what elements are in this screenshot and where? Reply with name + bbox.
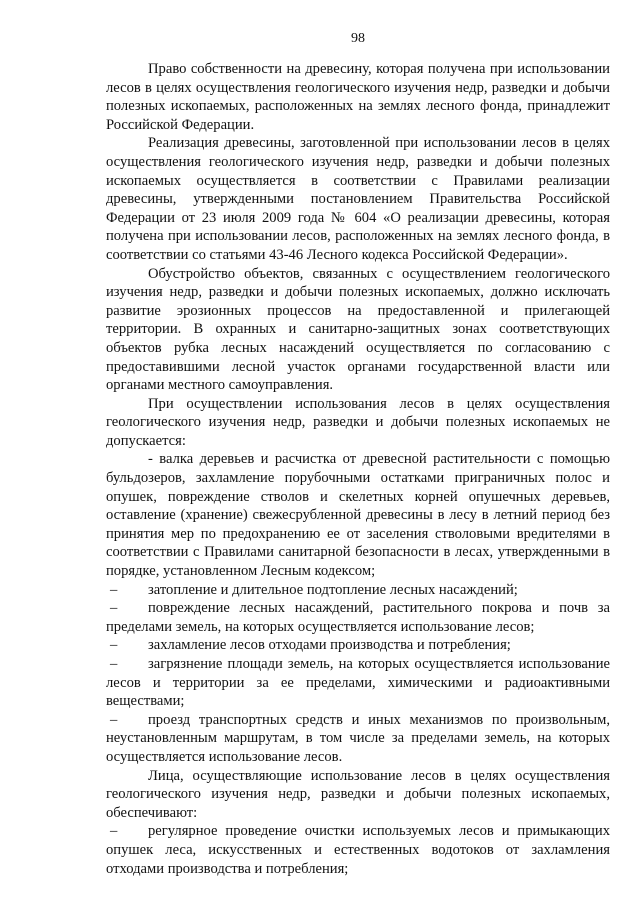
dash-marker: – (110, 823, 118, 840)
paragraph: Право собственности на древесину, которая получена при использовании лесов в целях осуществления геологического изучения недр, разведки и добычи полезных ископаемых, расположенных на землях лесного фонда, принадлежит Российской Федерации. (106, 61, 610, 133)
list-item: – затопление и длительное подтопление лесных насаждений; (106, 581, 610, 600)
paragraph: Лица, осуществляющие использование лесов в целях осуществления геологического изучения недр, разведки и добычи полезных ископаемых, обеспечивают: (106, 767, 610, 821)
list-item: – повреждение лесных насаждений, растительного покрова и почв за пределами земель, на которых осуществляется использование лесов; (106, 600, 610, 635)
paragraph: Обустройство объектов, связанных с осуществлением геологического изучения недр, разведки и добычи полезных ископаемых, должно исключать развитие эрозионных процессов на предоставленной и прилегающей территории. В охранных и санитарно-защитных зонах соответствующих объектов рубка лесных насаждений осуществляется по согласованию с предоставившими лесной участок органами государственной власти или органами местного самоуправления. (106, 265, 610, 394)
dash-marker: – (110, 711, 118, 728)
paragraph: При осуществлении использования лесов в целях осуществления геологического изучения недр, разведки и добычи полезных ископаемых не допускается: (106, 395, 610, 449)
list-item: – регулярное проведение очистки используемых лесов и примыкающих опушек леса, искусственных и естественных водотоков от захламления отходами производства и потребления; (106, 823, 610, 877)
list-item: – загрязнение площади земель, на которых осуществляется использование лесов и территории за ее пределами, химическими и радиоактивными веществами; (106, 656, 610, 710)
document-body (106, 60, 610, 878)
list-item: – захламление лесов отходами производства и потребления; (106, 636, 610, 655)
page-number: 98 (351, 31, 365, 46)
paragraph: Реализация древесины, заготовленной при использовании лесов в целях осуществления геологического изучения недр, разведки и добычи полезных ископаемых осуществляется в соответствии с Правилами реализации древесины, утвержденными постановлением Правительства Российской Федерации от 23 июля 2009 года № 604 «О реализации древесины, которая получена при использовании лесов, расположенных на землях лесного фонда, в соответствии со статьями 43-46 Лесного кодекса Российской Федерации». (106, 135, 610, 263)
dash-marker: – (110, 637, 118, 654)
dash-marker: – (110, 656, 118, 672)
dash-marker: – (110, 581, 118, 598)
list-item: – проезд транспортных средств и иных механизмов по произвольным, неустановленным маршрутам, в том числе за пределами земель, на которых осуществляется использование лесов. (106, 711, 610, 765)
paragraph: - валка деревьев и расчистка от древесной растительности с помощью бульдозеров, захламление порубочными остатками приграничных полос и опушек, повреждение стволов и скелетных корней опушечных деревьев, оставление (хранение) свежесрубленной древесины в лесу в летний период без принятия мер по предохранению ее от заселения стволовыми вредителями в соответствии с Правилами санитарной безопасности в лесах, утвержденными в порядке, установленном Лесным кодексом; (106, 451, 610, 580)
dash-marker: – (110, 600, 118, 617)
